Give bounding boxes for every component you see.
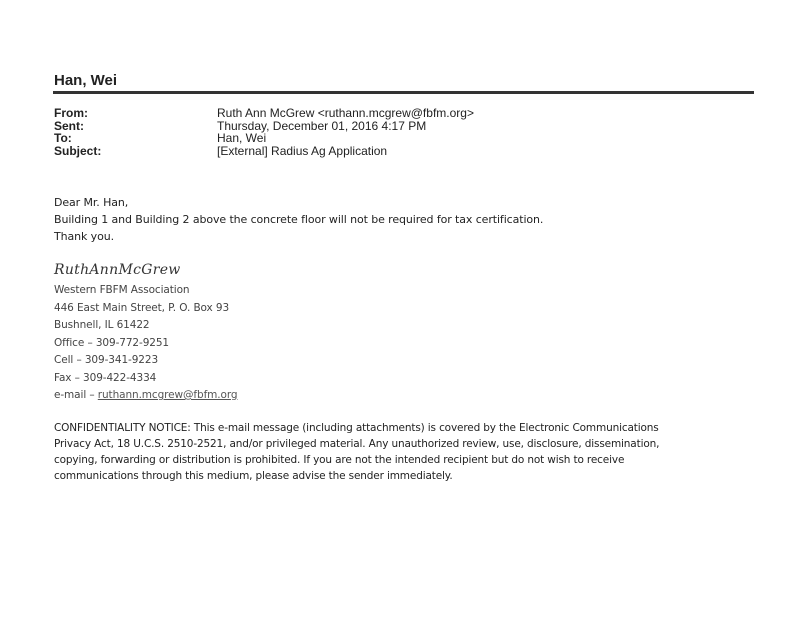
signature-fax: Fax – 309-422-4334: [54, 371, 157, 384]
to-label: To:: [54, 131, 72, 145]
closing: Thank you.: [54, 230, 114, 243]
to-value: Han, Wei: [217, 131, 267, 145]
signature-address-line-1: 446 East Main Street, P. O. Box 93: [54, 301, 230, 314]
notice-line: communications through this medium, please advise the sender immediately.: [54, 470, 453, 482]
signature-org: Western FBFM Association: [54, 284, 190, 296]
from-value: Ruth Ann McGrew <ruthann.mcgrew@fbfm.org>: [217, 106, 474, 120]
signature-block: [54, 282, 237, 405]
signature-address-line-2: Bushnell, IL 61422: [54, 319, 150, 331]
to-row: [54, 132, 474, 145]
notice-line: copying, forwarding or distribution is prohibited. If you are not the intended recipient but do not wish to receive: [54, 454, 625, 466]
subject-label: Subject:: [54, 143, 102, 158]
sent-label: Sent:: [54, 118, 84, 133]
confidentiality-notice: [54, 420, 764, 484]
header-divider: [53, 91, 754, 94]
mailbox-owner-name: Han, Wei: [54, 72, 118, 89]
signature-name: RuthAnnMcGrew: [54, 262, 181, 278]
sent-value: Thursday, December 01, 2016 4:17 PM: [217, 118, 427, 133]
signature-email-line: [54, 387, 237, 405]
signature-email-link[interactable]: ruthann.mcgrew@fbfm.org: [97, 389, 238, 401]
greeting: Dear Mr. Han,: [54, 196, 129, 209]
signature-cell-phone: Cell – 309-341-9223: [54, 354, 159, 366]
subject-row: [54, 145, 474, 158]
signature-email-prefix: e-mail –: [54, 389, 98, 401]
notice-line: CONFIDENTIALITY NOTICE: This e-mail message (including attachments) is covered by the Electronic Communications: [54, 422, 659, 434]
email-header-block: [54, 107, 474, 157]
signature-office-phone: Office – 309-772-9251: [54, 336, 170, 349]
body-line: Building 1 and Building 2 above the concrete floor will not be required for tax certification.: [54, 213, 544, 226]
email-body: [54, 194, 543, 245]
from-row: [54, 107, 474, 120]
subject-value: [External] Radius Ag Application: [217, 143, 388, 158]
from-label: From:: [54, 106, 88, 120]
notice-line: Privacy Act, 18 U.C.S. 2510-2521, and/or privileged material. Any unauthorized review, use, disclosure, dissemination,: [54, 438, 660, 450]
